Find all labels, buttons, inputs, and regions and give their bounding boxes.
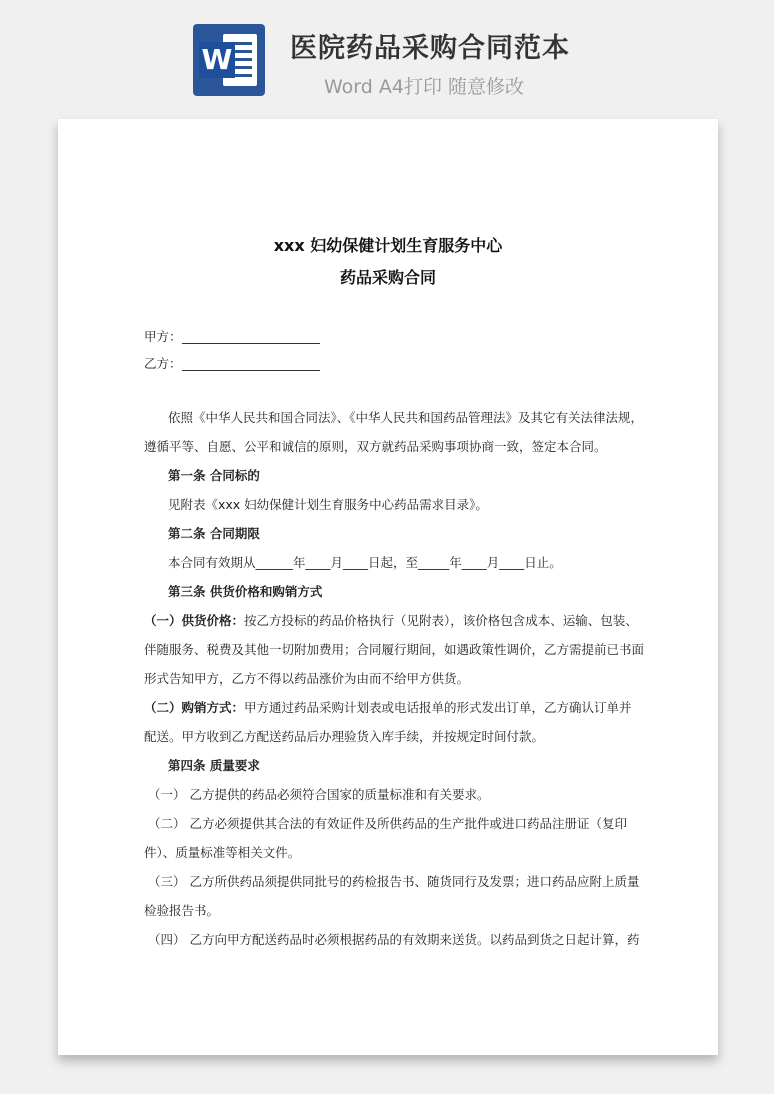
article-3-para-1-label: （一）供货价格：	[144, 613, 245, 628]
party-a-label: 甲方：	[144, 329, 182, 344]
word-letter: W	[199, 42, 235, 78]
banner	[0, 0, 774, 110]
article-3-para-2-line-1	[144, 698, 632, 716]
document-title-line1: xxx 妇幼保健计划生育服务中心	[273, 236, 503, 255]
article-4-para-3-line-2: 检验报告书。	[144, 903, 220, 918]
party-b-blank	[182, 370, 320, 371]
article-4-para-2-line-1: （二） 乙方必须提供其合法的有效证件及所供药品的生产批件或进口药品注册证（复印	[148, 816, 627, 831]
document-page	[58, 119, 718, 1055]
article-4-para-3-line-1: （三） 乙方所供药品须提供同批号的药检报告书、随货同行及发票；进口药品应附上质量	[148, 874, 640, 889]
article-4-para-4-line-1: （四） 乙方向甲方配送药品时必须根据药品的有效期来送货。以药品到货之日起计算，药	[148, 932, 640, 947]
article-3-para-1-line-1	[144, 611, 638, 629]
banner-subtitle: Word A4打印 随意修改	[324, 76, 525, 98]
article-3-title: 第三条 供货价格和购销方式	[168, 584, 323, 599]
article-1-title: 第一条 合同标的	[168, 468, 260, 483]
word-document-icon	[193, 24, 265, 96]
article-4-para-1: （一） 乙方提供的药品必须符合国家的质量标准和有关要求。	[148, 787, 490, 802]
article-3-para-2-line-2: 配送。甲方收到乙方配送药品后办理验货入库手续，并按规定时间付款。	[144, 729, 545, 744]
article-3-para-1-line-3: 形式告知甲方，乙方不得以药品涨价为由而不给甲方供货。	[144, 671, 470, 686]
party-b-label: 乙方：	[144, 356, 182, 371]
intro-line-2: 遵循平等、自愿、公平和诚信的原则，双方就药品采购事项协商一致，签定本合同。	[144, 439, 607, 454]
article-2-text: 本合同有效期从______年____月____日起，至_____年____月____日止。	[168, 555, 562, 570]
article-2-title: 第二条 合同期限	[168, 526, 260, 541]
article-1-text: 见附表《xxx 妇幼保健计划生育服务中心药品需求目录》。	[168, 497, 488, 512]
party-a-blank	[182, 343, 320, 344]
banner-title: 医院药品采购合同范本	[290, 33, 570, 64]
intro-line-1: 依照《中华人民共和国合同法》、《中华人民共和国药品管理法》及其它有关法律法规，	[168, 410, 644, 425]
article-3-para-1-line-2: 伴随服务、税费及其他一切附加费用；合同履行期间，如遇政策性调价，乙方需提前已书面	[144, 642, 645, 657]
article-4-para-2-line-2: 件）、质量标准等相关文件。	[144, 845, 301, 860]
article-4-title: 第四条 质量要求	[168, 758, 260, 773]
article-3-para-2-label: （二）购销方式：	[144, 700, 245, 715]
article-3-para-2-text: 甲方通过药品采购计划表或电话报单的形式发出订单，乙方确认订单并	[244, 700, 632, 715]
article-3-para-1-text: 按乙方投标的药品价格执行（见附表），该价格包含成本、运输、包装、	[244, 613, 638, 628]
document-title-line2: 药品采购合同	[339, 268, 436, 287]
